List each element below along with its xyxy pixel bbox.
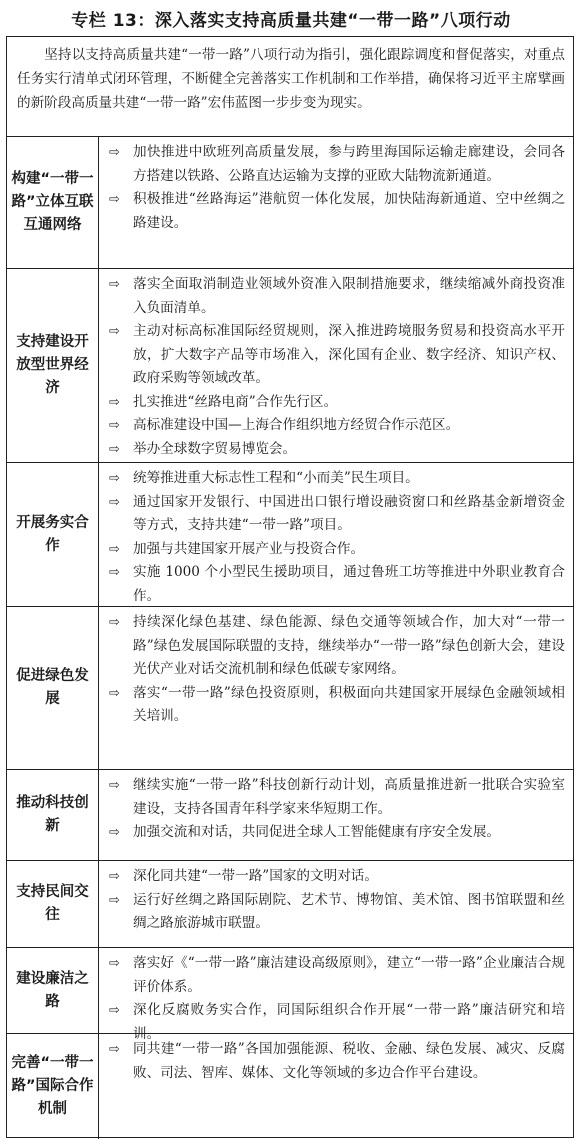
list-item-text: 持续深化绿色基建、绿色能源、绿色交通等领域合作，加大对“一带一路”绿色发展国际联盟的支持，继续举办“一带一路”绿色创新大会，建设光伏产业对话交流机制和绿色低碳专家网络。	[133, 614, 565, 677]
section-row	[7, 137, 573, 269]
hollow-arrow-bullet-icon: ⇨	[109, 869, 120, 884]
list-item	[107, 682, 565, 729]
section-row	[7, 1034, 573, 1139]
hollow-arrow-bullet-icon: ⇨	[109, 541, 120, 557]
column-box	[6, 36, 574, 1138]
list-item-text: 加强与共建国家开展产业与投资合作。	[133, 540, 365, 557]
list-item-text: 运行好丝绸之路国际剧院、艺术节、博物馆、美术馆、图书馆联盟和丝绸之路旅游城市联盟。	[133, 891, 565, 931]
list-item	[107, 865, 565, 889]
list-item-text: 高标准建设中国—上海合作组织地方经贸合作示范区。	[133, 417, 460, 433]
list-item	[107, 320, 565, 391]
list-item-text: 加快推进中欧班列高质量发展，参与跨里海国际运输走廊建设，会同各方搭建以铁路、公路直达运输为支撑的亚欧大陆物流新通道。	[133, 144, 565, 184]
list-item	[107, 821, 565, 845]
hollow-arrow-bullet-icon: ⇨	[109, 778, 120, 793]
list-item	[107, 1038, 565, 1085]
hollow-arrow-bullet-icon: ⇨	[109, 418, 120, 433]
hollow-arrow-bullet-icon: ⇨	[109, 1042, 120, 1057]
hollow-arrow-bullet-icon: ⇨	[109, 192, 120, 207]
list-item	[107, 414, 565, 438]
hollow-arrow-bullet-icon: ⇨	[109, 324, 120, 339]
section-items	[99, 269, 573, 461]
section-items	[99, 770, 573, 845]
list-item	[107, 141, 565, 188]
list-item	[107, 952, 565, 999]
section-items	[99, 948, 573, 1046]
hollow-arrow-bullet-icon: ⇨	[109, 565, 120, 580]
section-heading: 建设廉洁之路	[7, 948, 99, 1033]
hollow-arrow-bullet-icon: ⇨	[109, 145, 120, 160]
list-item	[107, 774, 565, 821]
section-heading: 开展务实合作	[7, 463, 99, 606]
section-items	[99, 137, 573, 235]
hollow-arrow-bullet-icon: ⇨	[109, 471, 120, 486]
section-heading: 推动科技创新	[7, 770, 99, 860]
section-heading: 促进绿色发展	[7, 607, 99, 769]
hollow-arrow-bullet-icon: ⇨	[109, 1003, 120, 1018]
section-heading: 支持民间交往	[7, 861, 99, 947]
section-heading: 支持建设开放型世界经济	[7, 269, 99, 462]
hollow-arrow-bullet-icon: ⇨	[109, 441, 120, 457]
list-item-text: 深化同共建“一带一路”国家的文明对话。	[133, 868, 378, 884]
section-row	[7, 861, 573, 948]
list-item-text: 继续实施“一带一路”科技创新行动计划，高质量推进新一批联合实验室建设，支持各国青年科学家来华短期工作。	[133, 777, 565, 817]
list-item	[107, 188, 565, 235]
section-row	[7, 269, 573, 463]
section-items	[99, 1034, 573, 1085]
list-item-text: 落实好《“一带一路”廉洁建设高级原则》，建立“一带一路”企业廉洁合规评价体系。	[133, 955, 565, 995]
section-items	[99, 861, 573, 936]
list-item	[107, 561, 565, 608]
section-row	[7, 770, 573, 861]
hollow-arrow-bullet-icon: ⇨	[109, 277, 120, 292]
list-item-text: 统筹推进重大标志性工程和“小而美”民生项目。	[133, 470, 419, 486]
hollow-arrow-bullet-icon: ⇨	[109, 685, 120, 701]
list-item-text: 落实全面取消制造业领域外资准入限制措施要求，继续缩减外商投资准入负面清单。	[133, 276, 565, 316]
section-row	[7, 948, 573, 1042]
list-item-text: 落实“一带一路”绿色投资原则，积极面向共建国家开展绿色金融领域相关培训。	[133, 684, 565, 724]
section-heading: 构建“一带一路”立体互联互通网络	[7, 137, 99, 268]
list-item-text: 积极推进“丝路海运”港航贸一体化发展，加快陆海新通道、空中丝绸之路建设。	[133, 191, 565, 231]
list-item	[107, 273, 565, 320]
section-row	[7, 607, 573, 770]
list-item	[107, 467, 565, 491]
intro-paragraph: 坚持以支持高质量共建“一带一路”八项行动为指引，强化跟踪调度和督促落实，对重点任务实行清单式闭环管理，不断健全完善落实工作机制和工作举措，确保将习近平主席擘画的新阶段高质量共建“一带一路”宏伟蓝图一步步变为现实。	[7, 37, 573, 137]
hollow-arrow-bullet-icon: ⇨	[109, 825, 120, 840]
list-item	[107, 889, 565, 936]
list-item	[107, 491, 565, 538]
section-row	[7, 463, 573, 607]
list-item-text: 同共建“一带一路”各国加强能源、税收、金融、绿色发展、减灾、反腐败、司法、智库、媒体、文化等领域的多边合作平台建设。	[133, 1041, 565, 1081]
hollow-arrow-bullet-icon: ⇨	[109, 956, 120, 971]
list-item	[107, 438, 565, 462]
list-item-text: 加强交流和对话，共同促进全球人工智能健康有序安全发展。	[133, 824, 501, 840]
hollow-arrow-bullet-icon: ⇨	[109, 394, 120, 410]
list-item	[107, 391, 565, 415]
hollow-arrow-bullet-icon: ⇨	[109, 615, 120, 630]
hollow-arrow-bullet-icon: ⇨	[109, 494, 120, 510]
section-items	[99, 463, 573, 608]
section-items	[99, 607, 573, 729]
list-item-text: 深化反腐败务实合作，同国际组织合作开展“一带一路”廉洁研究和培训。	[133, 1002, 565, 1042]
list-item	[107, 538, 565, 562]
list-item-text: 扎实推进“丝路电商”合作先行区。	[133, 393, 338, 410]
list-item	[107, 611, 565, 682]
section-heading: 完善“一带一路”国际合作机制	[7, 1034, 99, 1139]
list-item-text: 主动对标高标准国际经贸规则，深入推进跨境服务贸易和投资高水平开放，扩大数字产品等市场准入，深化国有企业、数字经济、知识产权、政府采购等领域改革。	[133, 323, 565, 386]
list-item-text: 通过国家开发银行、中国进出口银行增设融资窗口和丝路基金新增资金等方式，支持共建“一带一路”项目。	[133, 493, 565, 533]
list-item-text: 实施 1000 个小型民生援助项目，通过鲁班工坊等推进中外职业教育合作。	[133, 564, 565, 604]
hollow-arrow-bullet-icon: ⇨	[109, 892, 120, 908]
column-title: 专栏 13：深入落实支持高质量共建“一带一路”八项行动	[71, 11, 511, 31]
list-item-text: 举办全球数字贸易博览会。	[133, 440, 297, 457]
